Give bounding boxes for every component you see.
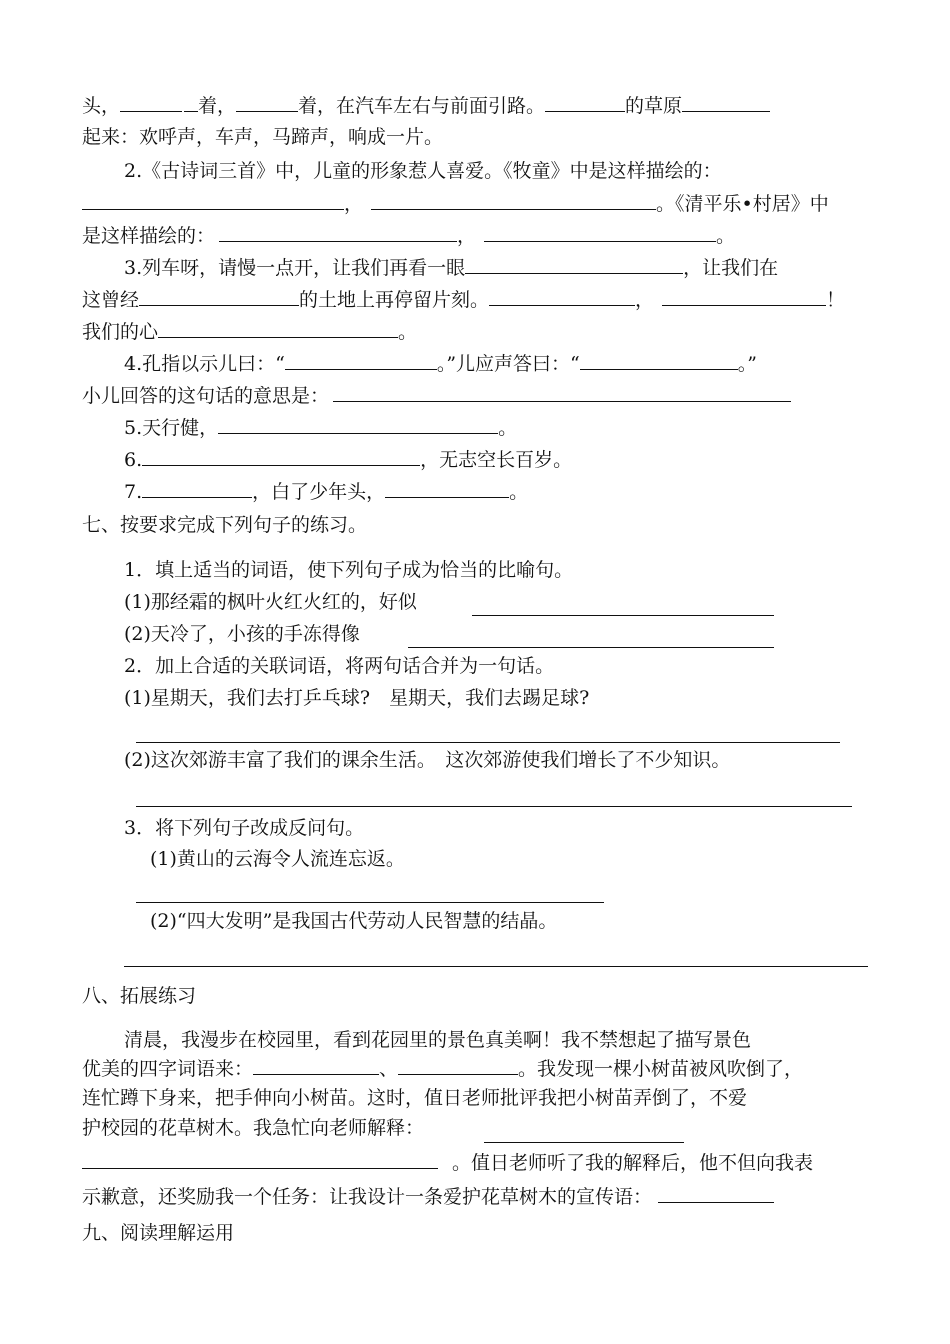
question-2: 2．加上合适的关联词语，将两句话合并为一句话。 xyxy=(124,655,555,677)
question-7 xyxy=(124,478,528,504)
answer-blank[interactable] xyxy=(158,318,398,338)
text: 6. xyxy=(124,449,143,471)
answer-blank[interactable] xyxy=(253,1055,379,1075)
text: 我们的心 xyxy=(82,321,159,343)
answer-line[interactable] xyxy=(124,966,868,967)
answer-blank[interactable] xyxy=(218,414,498,434)
text: 4.孔指以示儿曰：“ xyxy=(124,353,285,375)
text: 优美的四字词语来： xyxy=(82,1058,254,1080)
text: ，让我们在 xyxy=(683,257,779,279)
text-line xyxy=(82,286,845,312)
text: 7. xyxy=(124,481,143,503)
answer-blank[interactable] xyxy=(333,382,791,402)
text-line xyxy=(82,382,791,408)
question-5 xyxy=(124,414,517,440)
text: 3.列车呀，请慢一点开，让我们再看一眼 xyxy=(124,257,466,279)
text: 。 xyxy=(498,417,518,439)
paragraph-line xyxy=(82,1149,813,1175)
answer-blank[interactable] xyxy=(184,92,198,112)
sentence: (1)星期天，我们去打乒乓球? 星期天，我们去踢足球? xyxy=(124,687,590,709)
text: 。值日老师听了我的解释后，他不但向我表 xyxy=(452,1152,814,1174)
text-line: 起来：欢呼声，车声，马蹄声，响成一片。 xyxy=(82,126,444,148)
text: 示歉意，还奖励我一个任务：让我设计一条爱护花草树木的宣传语： xyxy=(82,1186,653,1208)
answer-blank[interactable] xyxy=(465,254,683,274)
section-title: 九、阅读理解运用 xyxy=(82,1222,235,1244)
answer-blank[interactable] xyxy=(82,190,344,210)
text: 。 xyxy=(398,321,418,343)
text: 头， xyxy=(82,95,121,117)
paragraph-line: 护校园的花草树木。我急忙向老师解释： xyxy=(82,1117,425,1139)
text: 的土地上再停留片刻。 xyxy=(299,289,490,311)
answer-blank[interactable] xyxy=(662,286,826,306)
text: 5.天行健， xyxy=(124,417,219,439)
question-3: 3．将下列句子改成反问句。 xyxy=(124,817,365,839)
answer-blank[interactable] xyxy=(580,350,738,370)
sentence: (2)天冷了，小孩的手冻得像 xyxy=(124,623,360,645)
text: 这曾经 xyxy=(82,289,140,311)
question-4 xyxy=(124,350,757,376)
answer-blank[interactable] xyxy=(371,190,656,210)
text-line xyxy=(82,190,829,216)
answer-blank[interactable] xyxy=(82,1149,438,1169)
answer-line[interactable] xyxy=(408,647,774,648)
answer-blank[interactable] xyxy=(139,286,299,306)
answer-blank[interactable] xyxy=(682,92,770,112)
text-line xyxy=(82,92,770,118)
paragraph-line xyxy=(82,1183,774,1209)
section-title: 七、按要求完成下列句子的练习。 xyxy=(82,514,368,536)
answer-blank[interactable] xyxy=(398,1055,518,1075)
sentence: (1)那经霜的枫叶火红火红的，好似 xyxy=(124,591,417,613)
paragraph-line xyxy=(82,1055,803,1081)
answer-blank[interactable] xyxy=(236,92,298,112)
sentence: (1)黄山的云海令人流连忘返。 xyxy=(150,848,405,870)
question-1: 1．填上适当的词语，使下列句子成为恰当的比喻句。 xyxy=(124,559,574,581)
text: 。”儿应声答曰：“ xyxy=(436,353,580,375)
answer-line[interactable] xyxy=(136,742,840,743)
text: ， xyxy=(635,289,655,311)
answer-blank[interactable] xyxy=(120,92,182,112)
text: 小儿回答的这句话的意思是： xyxy=(82,385,330,407)
answer-blank[interactable] xyxy=(385,478,509,498)
sentence: (2)这次郊游丰富了我们的课余生活。 这次郊游使我们增长了不少知识。 xyxy=(124,749,731,771)
text: 。 xyxy=(716,225,736,247)
text: ，无志空长百岁。 xyxy=(420,449,573,471)
question-3 xyxy=(124,254,778,280)
text: 。” xyxy=(737,353,757,375)
text: 的草原 xyxy=(625,95,683,117)
answer-blank[interactable] xyxy=(219,222,457,242)
text: ，白了少年头， xyxy=(252,481,386,503)
section-title: 八、拓展练习 xyxy=(82,985,197,1007)
text-line xyxy=(82,318,417,344)
text: 。我发现一棵小树苗被风吹倒了， xyxy=(518,1058,804,1080)
text: 。 xyxy=(509,481,529,503)
answer-blank[interactable] xyxy=(484,222,716,242)
text: 是这样描绘的： xyxy=(82,225,216,247)
answer-line[interactable] xyxy=(136,902,604,903)
answer-blank[interactable] xyxy=(658,1183,774,1203)
text: ， xyxy=(457,225,477,247)
text: 。《清平乐•村居》中 xyxy=(656,193,829,215)
sentence: (2)“四大发明”是我国古代劳动人民智慧的结晶。 xyxy=(150,910,558,932)
answer-blank[interactable] xyxy=(489,286,635,306)
answer-line[interactable] xyxy=(484,1142,684,1143)
question-6 xyxy=(124,446,572,472)
answer-blank[interactable] xyxy=(285,350,437,370)
answer-line[interactable] xyxy=(472,615,774,616)
paragraph-line: 连忙蹲下身来，把手伸向小树苗。这时，值日老师批评我把小树苗弄倒了，不爱 xyxy=(82,1087,748,1109)
text: ， xyxy=(344,193,364,215)
answer-blank[interactable] xyxy=(545,92,625,112)
answer-line[interactable] xyxy=(136,806,852,807)
answer-blank[interactable] xyxy=(142,446,420,466)
text-line xyxy=(82,222,735,248)
text: ！ xyxy=(826,289,846,311)
text: 着，在汽车左右与前面引路。 xyxy=(298,95,546,117)
question-2: 2.《古诗词三首》中，儿童的形象惹人喜爱。《牧童》中是这样描绘的： xyxy=(124,160,722,182)
paragraph-line: 清晨，我漫步在校园里，看到花园里的景色真美啊！我不禁想起了描写景色 xyxy=(124,1029,752,1051)
answer-blank[interactable] xyxy=(142,478,252,498)
text: 着， xyxy=(198,95,237,117)
text: 、 xyxy=(379,1058,399,1080)
